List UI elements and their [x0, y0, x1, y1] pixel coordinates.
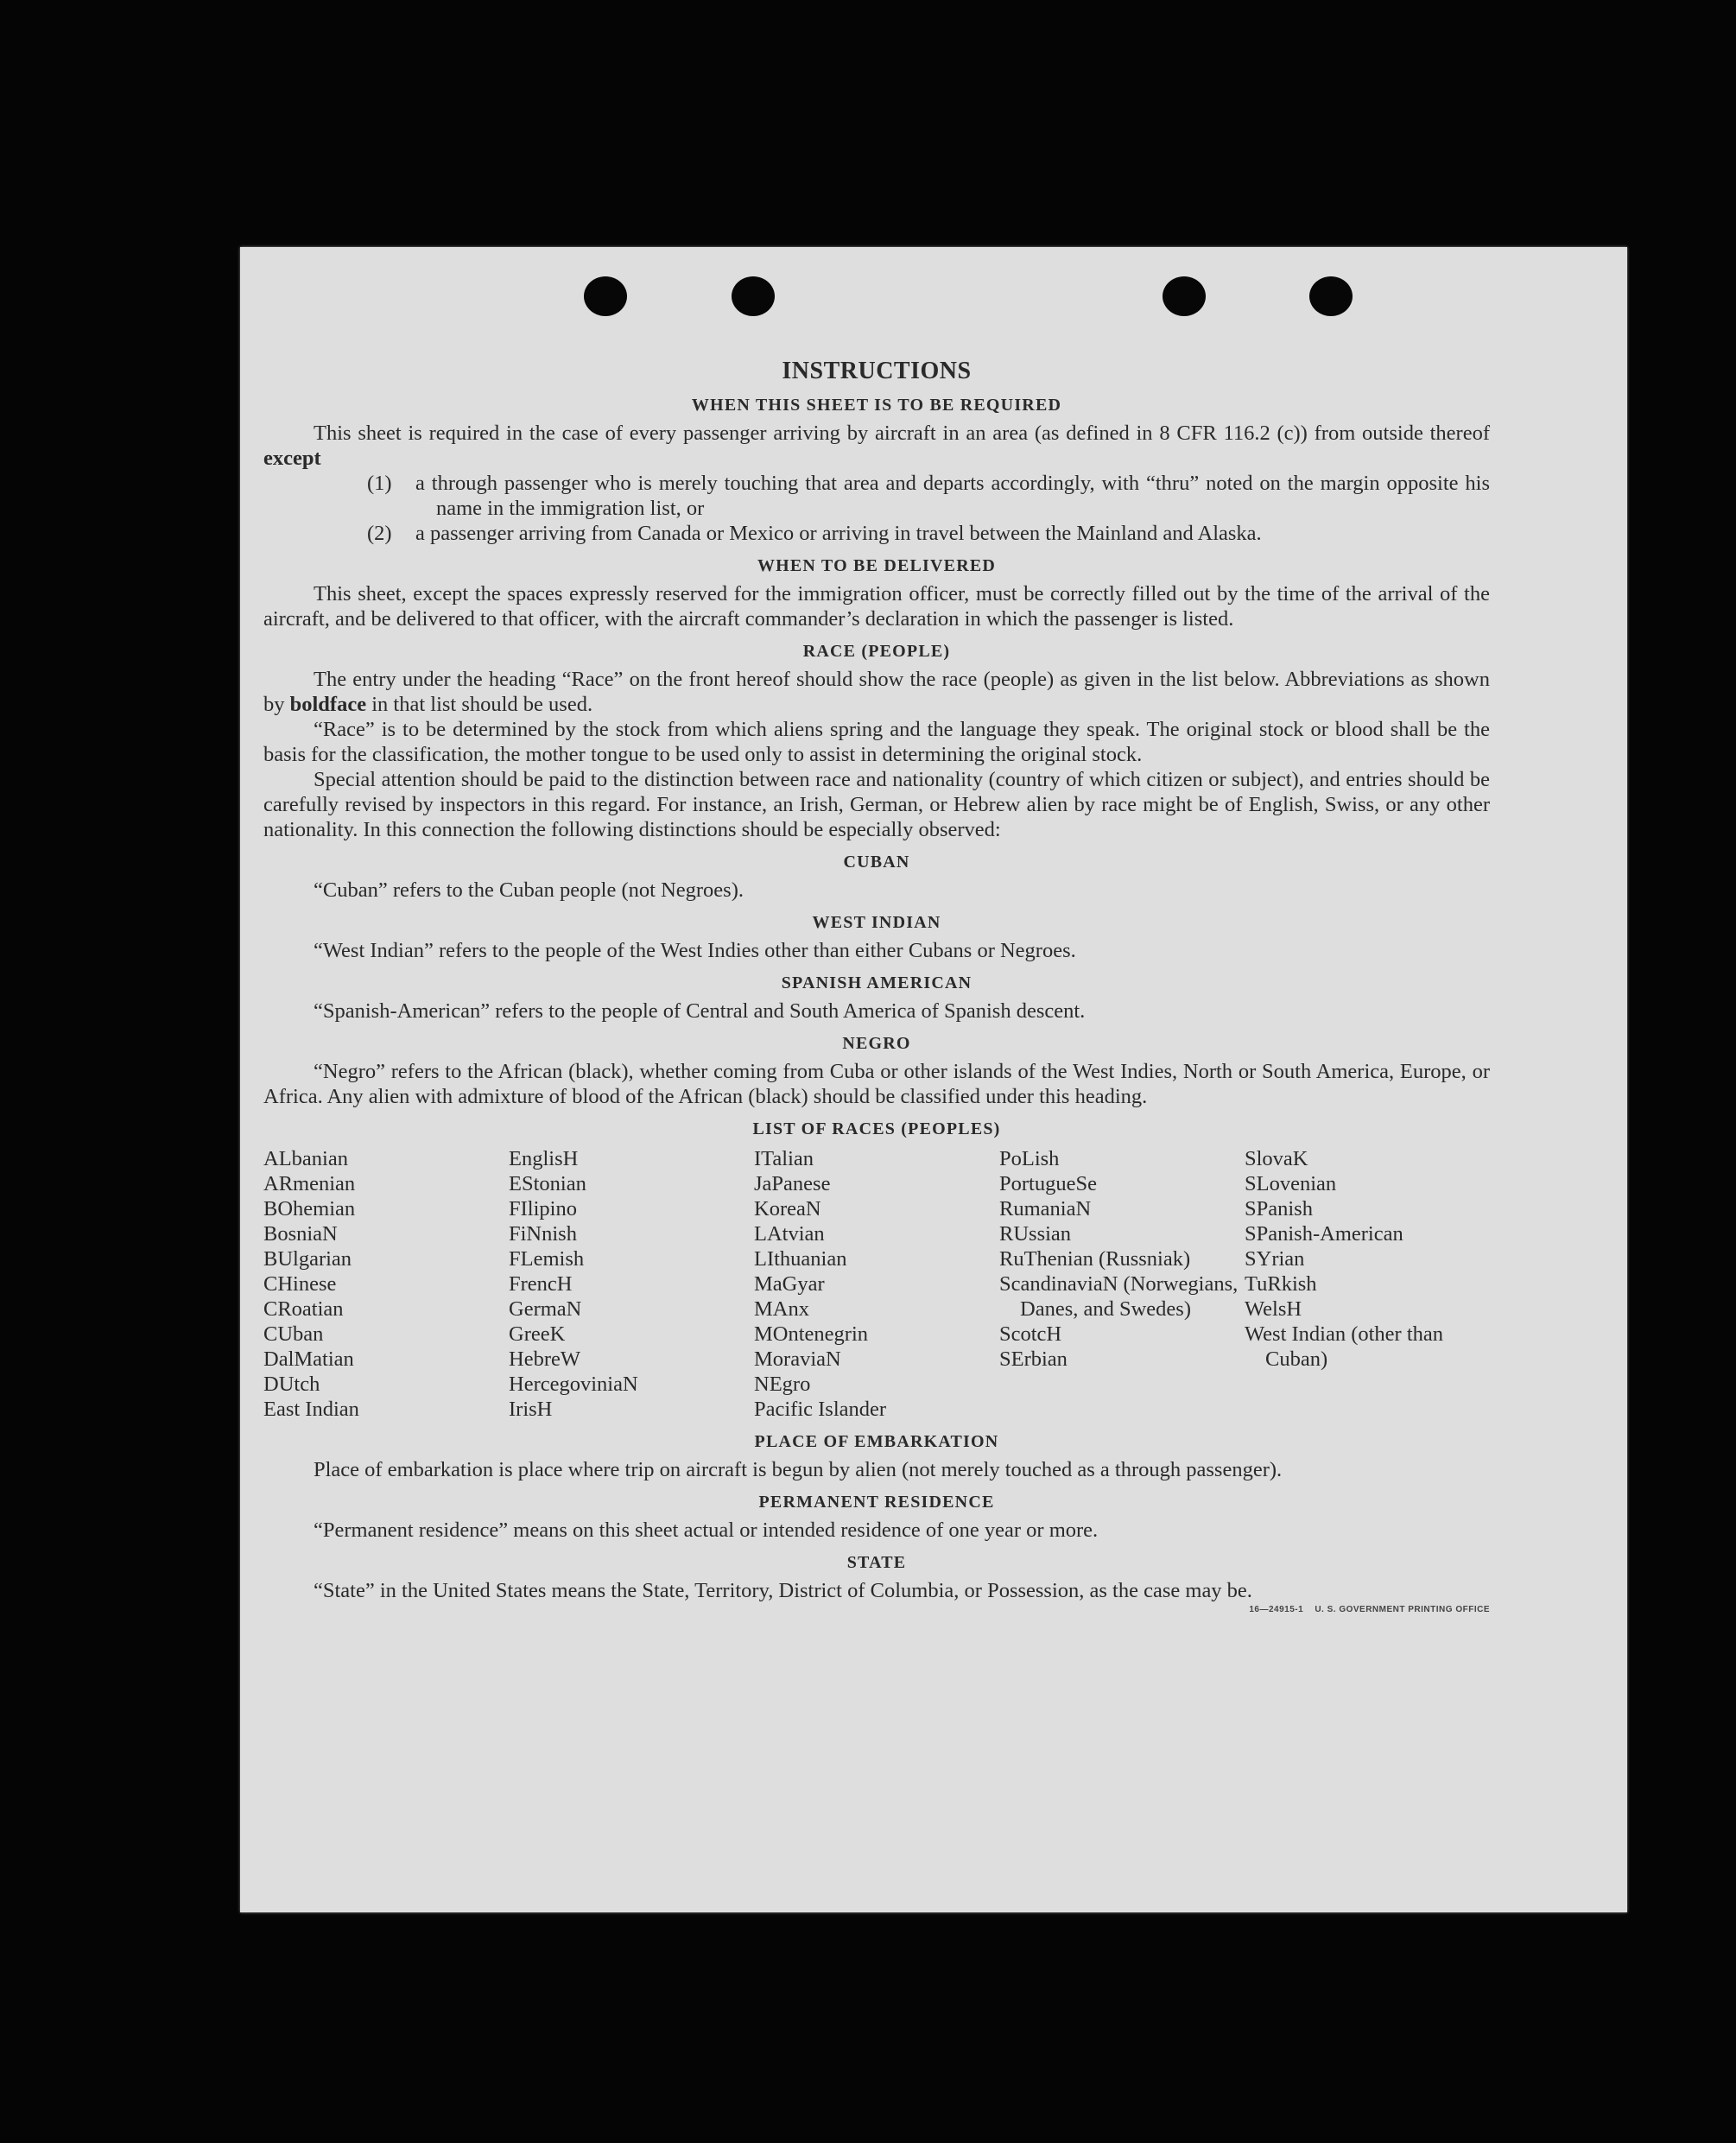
race-entry: ScandinaviaN (Norwegians, Danes, and Swedes) [999, 1272, 1239, 1321]
page-title: INSTRUCTIONS [782, 358, 972, 384]
heading-spanish-american: SPANISH AMERICAN [781, 973, 973, 992]
west-indian-text: “West Indian” refers to the people of the West Indies other than either Cubans or Negroes. [314, 939, 1076, 962]
race-entry: ALbanian [263, 1147, 348, 1170]
exception-item-2: (2) a passenger arriving from Canada or Mexico or arriving in travel between the Mainland and Alaska. [367, 522, 1262, 545]
race-entry: IrisH [509, 1398, 553, 1421]
heading-negro: NEGRO [842, 1034, 911, 1053]
race-entry: EnglisH [509, 1147, 579, 1170]
race-entry: DUtch [263, 1373, 320, 1396]
race-entry: SPanish-American [1245, 1222, 1403, 1246]
when-delivered-text: This sheet, except the spaces expressly reserved for the immigration officer, must be correctly filled out by the time of the arrival of the aircraft, and be delivered to that officer, with the aircraft commander’s declaration in which the passenger is listed. [263, 582, 1490, 631]
punch-hole [1163, 276, 1206, 316]
race-entry: HercegoviniaN [509, 1373, 638, 1396]
heading-permanent-residence: PERMANENT RESIDENCE [758, 1493, 995, 1512]
race-entry: EStonian [509, 1172, 586, 1195]
race-entry: CHinese [263, 1272, 337, 1296]
negro-text: “Negro” refers to the African (black), whether coming from Cuba or other islands of the West Indies, North or South America, Europe, or Africa. Any alien with admixture of blood of the African (black) should be classified under this heading. [263, 1060, 1490, 1108]
race-entry: SlovaK [1245, 1147, 1308, 1170]
race-entry: SLovenian [1245, 1172, 1337, 1195]
race-entry: LIthuanian [754, 1247, 847, 1271]
races-column [509, 1146, 754, 1422]
race-entry: LAtvian [754, 1222, 825, 1246]
punch-hole [1309, 276, 1353, 316]
race-entry: BOhemian [263, 1197, 356, 1220]
heading-state: STATE [846, 1553, 907, 1572]
race-entry: FLemish [509, 1247, 585, 1271]
heading-west-indian: WEST INDIAN [812, 913, 941, 932]
race-entry: MaGyar [754, 1272, 825, 1296]
race-entry: KoreaN [754, 1197, 821, 1220]
race-entry: JaPanese [754, 1172, 831, 1195]
race-entry: WelsH [1245, 1297, 1302, 1321]
race-entry: RumaniaN [999, 1197, 1092, 1220]
race-entry: ARmenian [263, 1172, 356, 1195]
race-entry: CUban [263, 1322, 324, 1346]
race-entry: BosniaN [263, 1222, 338, 1246]
embarkation-text: Place of embarkation is place where trip on aircraft is begun by alien (not merely touched as a through passenger). [314, 1458, 1283, 1481]
instruction-sheet [240, 247, 1627, 1912]
race-entry: FIlipino [509, 1197, 577, 1220]
races-list [263, 1146, 1490, 1422]
race-paragraph-2: “Race” is to be determined by the stock from which aliens spring and the language they speak. The original stock or blood shall be the basis for the classification, the mother tongue to be used only to assist in determining the original stock. [263, 718, 1490, 766]
race-entry: MAnx [754, 1297, 809, 1321]
heading-list-of-races: LIST OF RACES (PEOPLES) [752, 1119, 1001, 1138]
footer [263, 1605, 1490, 1618]
races-column [1245, 1146, 1490, 1422]
cuban-text: “Cuban” refers to the Cuban people (not Negroes). [314, 878, 744, 902]
race-entry: Pacific Islander [754, 1398, 887, 1421]
races-column [754, 1146, 999, 1422]
race-entry: GermaN [509, 1297, 582, 1321]
heading-when-delivered: WHEN TO BE DELIVERED [757, 556, 997, 575]
races-column [999, 1146, 1245, 1422]
race-entry: GreeK [509, 1322, 566, 1346]
race-entry: HebreW [509, 1347, 580, 1371]
race-entry: West Indian (other than Cuban) [1245, 1322, 1444, 1371]
printer-name: U. S. GOVERNMENT PRINTING OFFICE [1315, 1605, 1490, 1614]
race-entry: PortugueSe [999, 1172, 1097, 1195]
state-text: “State” in the United States means the State, Territory, District of Columbia, or Possession, as the case may be. [314, 1579, 1252, 1602]
printer-imprint [1249, 1605, 1490, 1614]
race-paragraph-1: The entry under the heading “Race” on the front hereof should show the race (people) as given in the list below. Abbreviations as shown by boldface in that list should be used. [263, 668, 1490, 716]
heading-when-required: WHEN THIS SHEET IS TO BE REQUIRED [691, 396, 1062, 415]
form-code: 16—24915-1 [1249, 1605, 1304, 1614]
races-column [263, 1146, 509, 1422]
race-entry: MOntenegrin [754, 1322, 868, 1346]
when-required-intro: This sheet is required in the case of every passenger arriving by aircraft in an area (as defined in 8 CFR 116.2 (c)) from outside thereof except [263, 422, 1490, 470]
heading-race: RACE (PEOPLE) [802, 642, 951, 661]
race-entry: NEgro [754, 1373, 811, 1396]
race-entry: RUssian [999, 1222, 1072, 1246]
punch-hole [732, 276, 775, 316]
race-entry: PoLish [999, 1147, 1060, 1170]
residence-text: “Permanent residence” means on this sheet actual or intended residence of one year or more. [314, 1518, 1099, 1542]
heading-embarkation: PLACE OF EMBARKATION [754, 1432, 999, 1451]
race-entry: SYrian [1245, 1247, 1305, 1271]
race-entry: CRoatian [263, 1297, 344, 1321]
race-entry: RuThenian (Russniak) [999, 1247, 1191, 1271]
race-entry: ITalian [754, 1147, 814, 1170]
spanish-american-text: “Spanish-American” refers to the people of Central and South America of Spanish descent. [314, 999, 1086, 1023]
race-entry: MoraviaN [754, 1347, 841, 1371]
heading-cuban: CUBAN [843, 853, 910, 872]
exception-item-1: (1) a through passenger who is merely touching that area and departs accordingly, with “thru” noted on the margin opposite his name in the immigration list, or [367, 472, 1490, 520]
race-entry: DalMatian [263, 1347, 354, 1371]
race-entry: East Indian [263, 1398, 359, 1421]
race-entry: ScotcH [999, 1322, 1062, 1346]
race-entry: BUlgarian [263, 1247, 352, 1271]
punch-hole [584, 276, 627, 316]
race-paragraph-3: Special attention should be paid to the distinction between race and nationality (country of which citizen or subject), and entries should be carefully revised by inspectors in this regard. For instance, an Irish, German, or Hebrew alien by race might be of English, Swiss, or any other nationality. In this connection the following distinctions should be especially observed: [263, 768, 1490, 841]
sheet-content [263, 358, 1490, 1618]
race-entry: TuRkish [1245, 1272, 1317, 1296]
race-entry: FrencH [509, 1272, 573, 1296]
race-entry: SErbian [999, 1347, 1068, 1371]
race-entry: FiNnish [509, 1222, 577, 1246]
race-entry: SPanish [1245, 1197, 1313, 1220]
